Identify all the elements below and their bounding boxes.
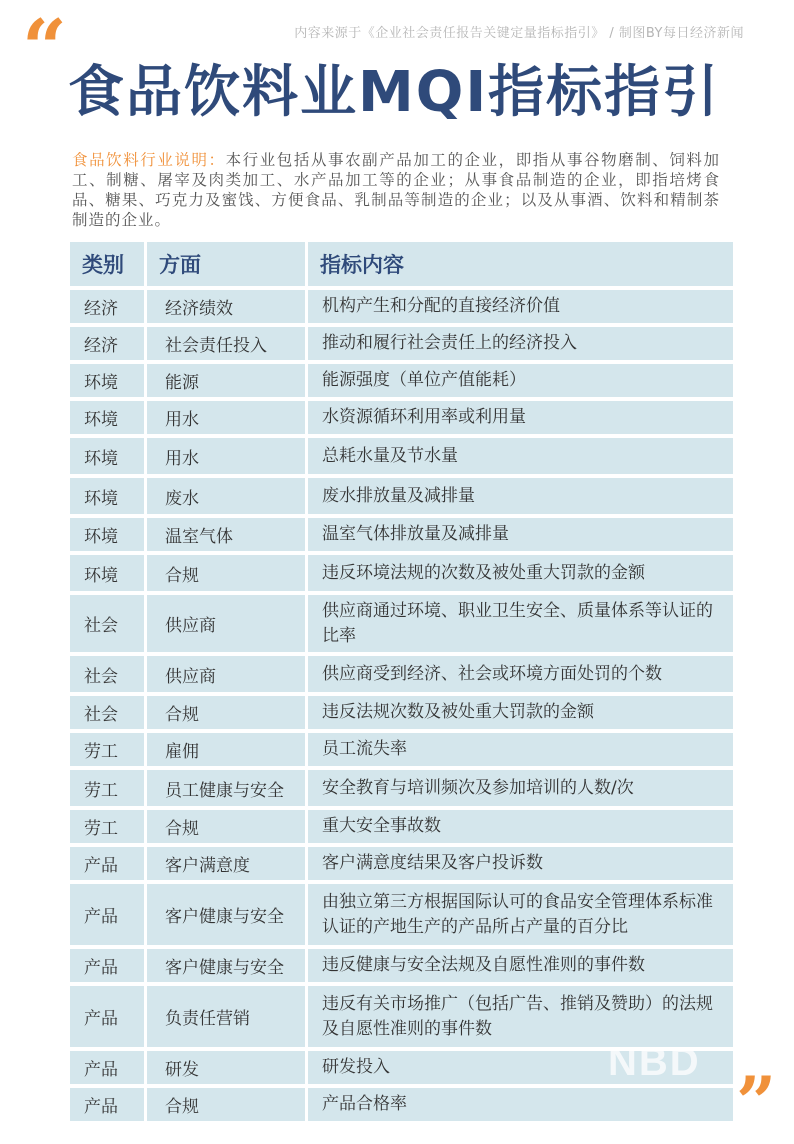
cell-indicator: 违反法规次数及被处重大罚款的金额: [308, 696, 733, 729]
indicator-table-grid: [67, 238, 736, 1125]
cell-indicator: 废水排放量及减排量: [308, 478, 733, 514]
table-row: [70, 810, 733, 843]
indicator-table: [70, 242, 733, 1117]
cell-category: 环境: [70, 364, 144, 397]
cell-category: 经济: [70, 327, 144, 360]
cell-category: 产品: [70, 847, 144, 880]
cell-aspect: 客户满意度: [147, 847, 305, 880]
header-category: 类别: [70, 242, 144, 286]
cell-indicator: 由独立第三方根据国际认可的食品安全管理体系标准认证的产地生产的产品所占产量的百分比: [308, 884, 733, 945]
cell-indicator: 推动和履行社会责任上的经济投入: [308, 327, 733, 360]
close-quote-mark: ”: [736, 1061, 777, 1144]
cell-aspect: 能源: [147, 364, 305, 397]
cell-aspect: 负责任营销: [147, 986, 305, 1047]
cell-indicator: 供应商通过环境、职业卫生安全、质量体系等认证的比率: [308, 595, 733, 652]
cell-indicator: 重大安全事故数: [308, 810, 733, 843]
cell-indicator: 供应商受到经济、社会或环境方面处罚的个数: [308, 656, 733, 692]
table-row: [70, 733, 733, 766]
cell-category: 产品: [70, 884, 144, 945]
table-row: [70, 438, 733, 474]
table-row: [70, 401, 733, 434]
table-row: [70, 986, 733, 1047]
cell-category: 环境: [70, 555, 144, 591]
cell-aspect: 供应商: [147, 656, 305, 692]
cell-category: 环境: [70, 401, 144, 434]
cell-aspect: 经济绩效: [147, 290, 305, 323]
cell-aspect: 用水: [147, 438, 305, 474]
cell-aspect: 合规: [147, 1088, 305, 1121]
cell-aspect: 供应商: [147, 595, 305, 652]
cell-category: 环境: [70, 478, 144, 514]
cell-indicator: 产品合格率: [308, 1088, 733, 1121]
industry-description-label: 食品饮料行业说明：: [72, 151, 226, 169]
cell-indicator: 违反环境法规的次数及被处重大罚款的金额: [308, 555, 733, 591]
cell-aspect: 用水: [147, 401, 305, 434]
cell-indicator: 能源强度（单位产值能耗）: [308, 364, 733, 397]
source-credit: 内容来源于《企业社会责任报告关键定量指标指引》 / 制图BY每日经济新闻: [294, 26, 744, 41]
cell-aspect: 客户健康与安全: [147, 949, 305, 982]
cell-category: 产品: [70, 986, 144, 1047]
table-row: [70, 290, 733, 323]
cell-aspect: 员工健康与安全: [147, 770, 305, 806]
table-row: [70, 595, 733, 652]
table-row: [70, 364, 733, 397]
cell-category: 产品: [70, 1051, 144, 1084]
table-row: [70, 327, 733, 360]
cell-category: 环境: [70, 518, 144, 551]
open-quote-mark: “: [22, 3, 67, 94]
cell-indicator: 研发投入: [308, 1051, 733, 1084]
table-row: [70, 656, 733, 692]
table-row: [70, 1088, 733, 1121]
table-row: [70, 949, 733, 982]
table-header-row: [70, 242, 733, 286]
page-title: 食品饮料业MQI指标指引: [68, 60, 721, 125]
cell-indicator: 总耗水量及节水量: [308, 438, 733, 474]
cell-aspect: 合规: [147, 810, 305, 843]
table-row: [70, 478, 733, 514]
cell-aspect: 客户健康与安全: [147, 884, 305, 945]
cell-indicator: 安全教育与培训频次及参加培训的人数/次: [308, 770, 733, 806]
cell-aspect: 合规: [147, 555, 305, 591]
table-body: [70, 290, 733, 1121]
cell-indicator: 温室气体排放量及减排量: [308, 518, 733, 551]
nbd-watermark-logo: NBD: [608, 1040, 701, 1084]
cell-indicator: 违反健康与安全法规及自愿性准则的事件数: [308, 949, 733, 982]
cell-indicator: 机构产生和分配的直接经济价值: [308, 290, 733, 323]
cell-category: 社会: [70, 656, 144, 692]
cell-aspect: 合规: [147, 696, 305, 729]
cell-aspect: 雇佣: [147, 733, 305, 766]
cell-category: 劳工: [70, 810, 144, 843]
header-aspect: 方面: [147, 242, 305, 286]
table-row: [70, 770, 733, 806]
cell-category: 社会: [70, 696, 144, 729]
cell-category: 社会: [70, 595, 144, 652]
industry-description: [72, 150, 720, 230]
cell-indicator: 员工流失率: [308, 733, 733, 766]
cell-category: 产品: [70, 949, 144, 982]
table-row: [70, 696, 733, 729]
cell-aspect: 研发: [147, 1051, 305, 1084]
cell-aspect: 废水: [147, 478, 305, 514]
table-row: [70, 518, 733, 551]
cell-category: 环境: [70, 438, 144, 474]
header-indicator: 指标内容: [308, 242, 733, 286]
cell-indicator: 客户满意度结果及客户投诉数: [308, 847, 733, 880]
cell-aspect: 温室气体: [147, 518, 305, 551]
cell-category: 经济: [70, 290, 144, 323]
table-row: [70, 555, 733, 591]
cell-category: 劳工: [70, 733, 144, 766]
cell-category: 劳工: [70, 770, 144, 806]
cell-category: 产品: [70, 1088, 144, 1121]
cell-indicator: 水资源循环利用率或利用量: [308, 401, 733, 434]
table-row: [70, 884, 733, 945]
table-row: [70, 847, 733, 880]
cell-aspect: 社会责任投入: [147, 327, 305, 360]
industry-description-text: 本行业包括从事农副产品加工的企业，即指从事谷物磨制、饲料加工、制糖、屠宰及肉类加工、水产品加工等的企业；从事食品制造的企业，即指培烤食品、糖果、巧克力及蜜饯、方便食品、乳制品等制造的企业；以及从事酒、饮料和精制茶制造的企业。: [72, 151, 720, 229]
cell-indicator: 违反有关市场推广（包括广告、推销及赞助）的法规及自愿性准则的事件数: [308, 986, 733, 1047]
